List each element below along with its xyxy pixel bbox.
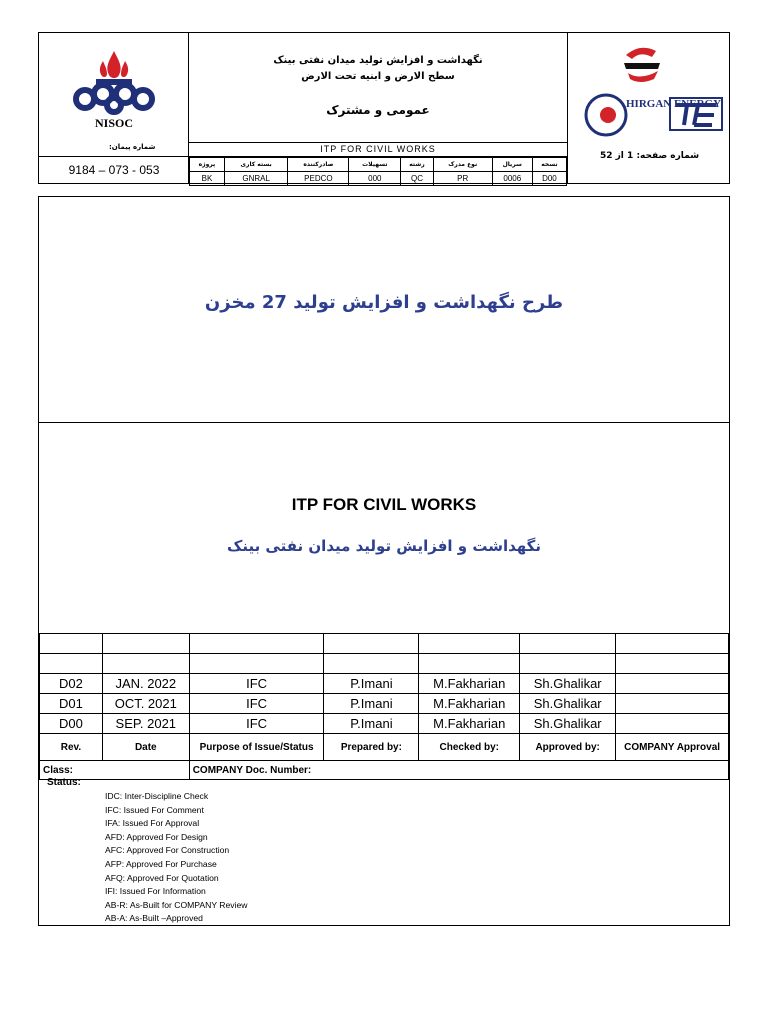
col-header-purpose: Purpose of Issue/Status <box>189 734 324 761</box>
class-label: Class: <box>40 761 190 780</box>
document-code-table <box>189 157 567 186</box>
status-item: IFA: Issued For Approval <box>105 818 200 829</box>
rev-cell: D02 <box>40 674 103 694</box>
col-header-rev: Rev. <box>40 734 103 761</box>
status-item: AB-A: As-Built –Approved <box>105 913 203 924</box>
checked-cell: M.Fakharian <box>419 714 520 734</box>
page-of: از <box>615 151 624 161</box>
nisoc-logo <box>39 39 189 139</box>
code-header: صادرکننده <box>288 158 349 172</box>
table-row <box>40 654 729 674</box>
company-doc-number-label: COMPANY Doc. Number: <box>189 761 728 780</box>
code-header: پروژه <box>190 158 225 172</box>
company-approval-cell <box>616 714 729 734</box>
code-value: D00 <box>532 172 566 186</box>
contract-label: شماره پیمان: <box>39 143 189 157</box>
company-approval-cell <box>616 694 729 714</box>
date-cell: SEP. 2021 <box>102 714 189 734</box>
purpose-cell: IFC <box>189 714 324 734</box>
hirgan-logo-cell <box>567 33 730 184</box>
table-row <box>40 694 729 714</box>
col-header-approved: Approved by: <box>520 734 616 761</box>
code-header: تسهیلات <box>349 158 401 172</box>
purpose-cell: IFC <box>189 694 324 714</box>
code-value: PEDCO <box>288 172 349 186</box>
header-title-block <box>189 33 567 143</box>
document-header <box>38 32 730 184</box>
code-value: GNRAL <box>224 172 287 186</box>
project-title-fa: طرح نگهداشت و افزایش تولید 27 مخزن <box>204 292 564 313</box>
purpose-cell: IFC <box>189 674 324 694</box>
status-title: Status: <box>47 777 81 788</box>
checked-cell: M.Fakharian <box>419 674 520 694</box>
page-total: 52 <box>599 151 613 161</box>
code-header: بسته کاری <box>224 158 287 172</box>
contract-number: 9184 – 073 - 053 <box>68 163 160 177</box>
prepared-cell: P.Imani <box>324 674 419 694</box>
doc-title-en: ITP FOR CIVIL WORKS <box>291 495 477 514</box>
code-header: رشته <box>401 158 433 172</box>
status-item: AFP: Approved For Purchase <box>105 858 217 869</box>
status-item: AFQ: Approved For Quotation <box>105 872 219 883</box>
company-approval-cell <box>616 674 729 694</box>
table-row <box>40 674 729 694</box>
rev-cell: D01 <box>40 694 103 714</box>
approved-cell: Sh.Ghalikar <box>520 694 616 714</box>
revision-table <box>39 633 729 780</box>
approved-cell: Sh.Ghalikar <box>520 674 616 694</box>
hirgan-text: HIRGAN ENERGY <box>626 98 722 110</box>
table-row <box>40 714 729 734</box>
rev-cell: D00 <box>40 714 103 734</box>
header-doc-title: ITP FOR CIVIL WORKS <box>189 143 567 157</box>
checked-cell: M.Fakharian <box>419 694 520 714</box>
project-line-2: سطح الارض و ابنیه تحت الارض <box>301 71 455 82</box>
code-value: QC <box>401 172 433 186</box>
page-label: شماره صفحه: <box>636 151 700 161</box>
status-item: IDC: Inter-Discipline Check <box>105 791 209 801</box>
prepared-cell: P.Imani <box>324 714 419 734</box>
doc-title-fa: نگهداشت و افزایش تولید میدان نفتی بینک <box>226 537 542 555</box>
table-row <box>40 634 729 654</box>
approved-cell: Sh.Ghalikar <box>520 714 616 734</box>
date-cell: OCT. 2021 <box>102 694 189 714</box>
class-row <box>40 761 729 780</box>
page-current: 1 <box>627 151 634 161</box>
code-value: 000 <box>349 172 401 186</box>
prepared-cell: P.Imani <box>324 694 419 714</box>
nisoc-text: NISOC <box>94 116 134 130</box>
section-divider <box>39 422 729 423</box>
status-item: IFI: Issued For Information <box>105 886 206 897</box>
general-subtitle: عمومی و مشترک <box>326 103 430 117</box>
code-header: سریال <box>492 158 532 172</box>
status-item: AFC: Approved For Construction <box>105 845 230 856</box>
status-item: AFD: Approved For Design <box>105 831 208 842</box>
col-header-prepared: Prepared by: <box>324 734 419 761</box>
code-header: نوع مدرک <box>433 158 492 172</box>
col-header-company-approval: COMPANY Approval <box>616 734 729 761</box>
code-value: PR <box>433 172 492 186</box>
col-header-date: Date <box>102 734 189 761</box>
status-item: AB-R: As-Built for COMPANY Review <box>105 899 248 910</box>
cover-body <box>38 196 730 926</box>
col-header-checked: Checked by: <box>419 734 520 761</box>
status-legend <box>105 790 247 926</box>
code-header: نسخه <box>532 158 566 172</box>
page-info <box>568 151 731 161</box>
code-value: BK <box>190 172 225 186</box>
date-cell: JAN. 2022 <box>102 674 189 694</box>
code-value: 0006 <box>492 172 532 186</box>
nisoc-logo-cell <box>39 33 189 184</box>
status-item: IFC: Issued For Comment <box>105 804 204 815</box>
project-line-1: نگهداشت و افزایش تولید میدان نفتی بینک <box>273 55 483 66</box>
hirgan-logo <box>568 33 731 141</box>
table-header-row <box>40 734 729 761</box>
